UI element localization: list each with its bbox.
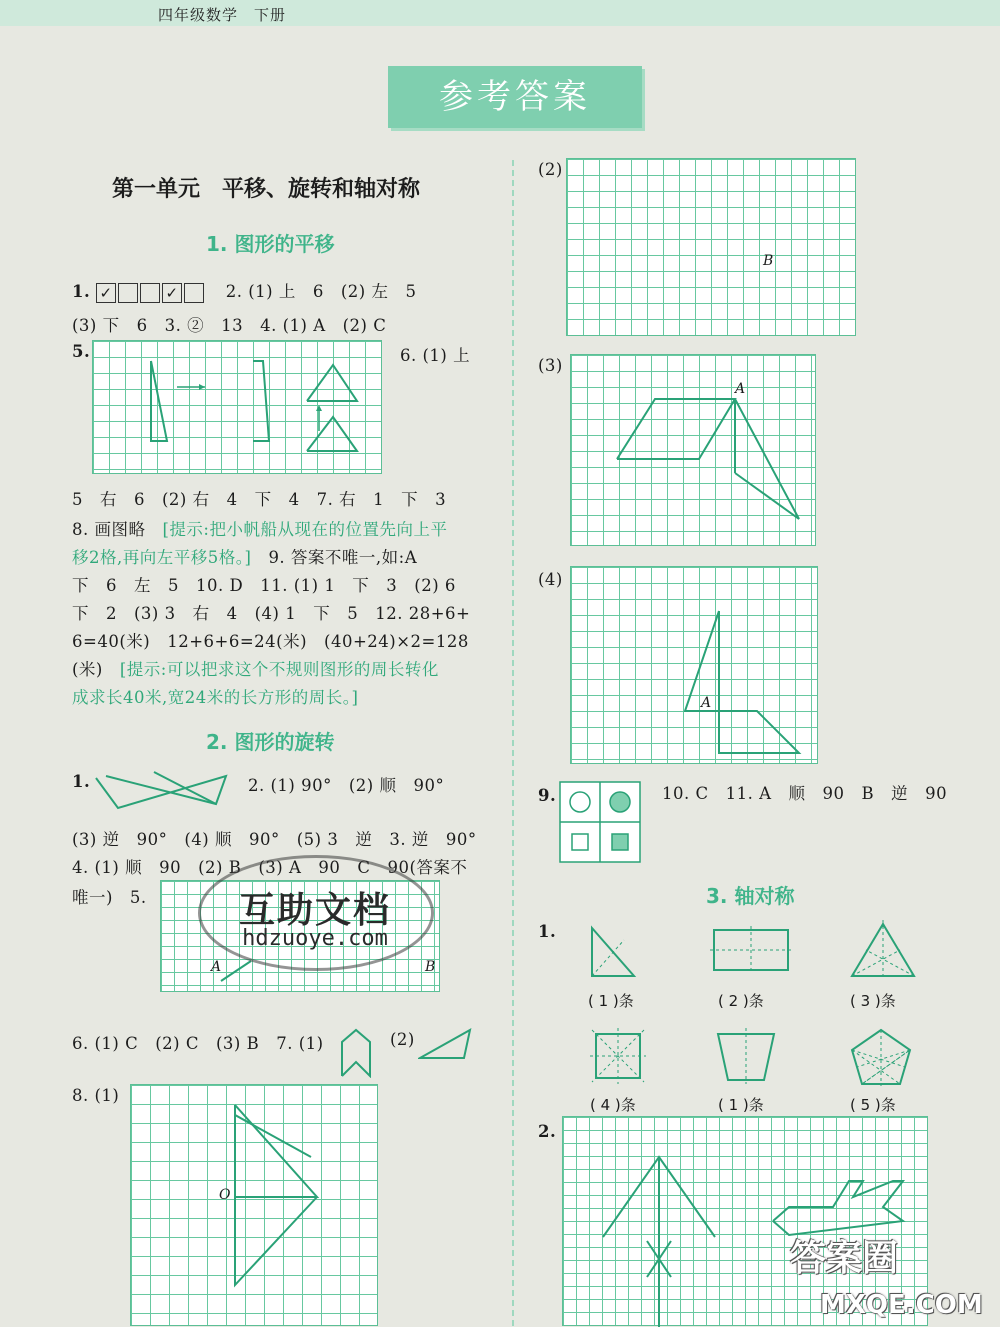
q1-number: 1. [72, 282, 91, 301]
q5-number: 5. [72, 342, 91, 361]
column-divider [512, 160, 514, 1326]
sym-q2-label: 2. [538, 1122, 557, 1141]
answer-line-1 [72, 278, 416, 303]
q9-label: 9. [538, 786, 557, 805]
hint-q12: [提示:可以把求这个不规则图形的周长转化 [119, 660, 439, 679]
q7-arrow-shape [338, 1026, 376, 1078]
p2-label: (2) [538, 160, 563, 179]
answer-line-4: 5 右 6 (2) 右 4 下 4 7. 右 1 下 3 [72, 490, 447, 509]
sym-label-2: ( 2 )条 [718, 992, 764, 1010]
q5-drawing [93, 341, 383, 475]
answer-line-9: 6=40(米) 12+6+6=24(米) (40+24)×2=128 [72, 632, 469, 651]
section-title-translation: 1. 图形的平移 [206, 232, 335, 256]
rotation-line-2: (3) 逆 90° (4) 顺 90° (5) 3 逆 3. 逆 90° [72, 830, 477, 849]
stamp-url: hdzuoye.com [242, 926, 388, 951]
p4-grid [570, 566, 818, 764]
answer-line-2: (3) 下 6 3. ② 13 4. (1) A (2) C [72, 316, 387, 335]
checkbox-2 [118, 283, 138, 303]
unit-title: 第一单元 平移、旋转和轴对称 [112, 177, 421, 202]
checkbox-4: ✓ [162, 283, 182, 303]
section-title-symmetry: 3. 轴对称 [706, 884, 795, 908]
q8-grid [130, 1084, 378, 1326]
label-a-p4: A [701, 695, 712, 711]
label-o: O [219, 1187, 231, 1203]
answer-line-11: 成求长40米,宽24米的长方形的周长。] [72, 688, 359, 707]
checkbox-1: ✓ [96, 283, 116, 303]
book-title: 四年级数学 下册 [158, 6, 287, 24]
label-b: B [425, 959, 436, 975]
q12-unit: (米) [72, 660, 120, 679]
p4-drawing [571, 567, 819, 765]
answer-line-6 [72, 544, 417, 568]
p3-grid [570, 354, 816, 546]
label-a-p3: A [735, 381, 746, 397]
r1-crossed-figure [90, 764, 240, 814]
q2-answer: 2. (1) 上 6 (2) 左 5 [225, 282, 417, 301]
answers-banner: 参考答案 [388, 66, 642, 128]
q9-figure [558, 780, 642, 864]
answer-line-10 [72, 656, 439, 680]
q5-grid-figure [92, 340, 382, 474]
sym-equilateral-triangle [848, 920, 918, 982]
p3-drawing [571, 355, 817, 547]
sym-label-4: ( 4 )条 [590, 1096, 636, 1114]
sym-pentagon [848, 1026, 914, 1088]
r1-number: 1. [72, 772, 91, 791]
sym-label-5: ( 1 )条 [718, 1096, 764, 1114]
q8-label: 8. (1) [72, 1086, 120, 1105]
checkbox-3 [140, 283, 160, 303]
watermark-logo: 答案圈 [790, 1238, 899, 1279]
q9-answer: 9. 答案不唯一,如:A [251, 548, 418, 567]
rotation-line-6: 6. (1) C (2) C (3) B 7. (1) [72, 1034, 324, 1053]
hint-q8: [提示:把小帆船从现在的位置先向上平 [162, 520, 448, 539]
section-title-rotation: 2. 图形的旋转 [206, 730, 335, 754]
checkbox-5 [184, 283, 204, 303]
q8-drawing [131, 1085, 379, 1327]
p3-label: (3) [538, 356, 563, 375]
hint-q8-cont: 移2格,再向左平移5格。] [72, 548, 252, 567]
q10-q11-answer: 10. C 11. A 顺 90 B 逆 90 [662, 784, 948, 803]
stamp-title: 互助文档 [238, 890, 391, 931]
sym-rectangle [710, 926, 792, 976]
q6-answer: 6. (1) 上 [400, 346, 471, 365]
sym-label-3: ( 3 )条 [850, 992, 896, 1010]
q8-answer: 8. 画图略 [72, 520, 163, 539]
p4-label: (4) [538, 570, 563, 589]
p2-grid [566, 158, 856, 336]
sym-q1-label: 1. [538, 922, 557, 941]
answer-line-7: 下 6 左 5 10. D 11. (1) 1 下 3 (2) 6 [72, 576, 456, 595]
rotation-q2-answer: 2. (1) 90° (2) 顺 90° [248, 776, 445, 795]
q7-triangle-shape [418, 1026, 474, 1062]
sym-square [590, 1028, 646, 1084]
watermark-url: MXQE.COM [820, 1290, 983, 1320]
sym-right-triangle [588, 924, 638, 980]
sym-label-1: ( 1 )条 [588, 992, 634, 1010]
answer-line-8: 下 2 (3) 3 右 4 (4) 1 下 5 12. 28+6+ [72, 604, 471, 623]
rotation-line-3: 4. (1) 顺 90 (2) B (3) A 90 C 90(答案不 [72, 858, 468, 877]
label-b-p2: B [763, 253, 774, 269]
sym-trapezoid [714, 1028, 778, 1084]
answer-line-5 [72, 516, 448, 540]
header-band [0, 0, 1000, 26]
q7-part2-label: (2) [390, 1030, 415, 1049]
label-a: A [211, 959, 222, 975]
sym-label-6: ( 5 )条 [850, 1096, 896, 1114]
rotation-line-4: 唯一) 5. [72, 888, 147, 907]
